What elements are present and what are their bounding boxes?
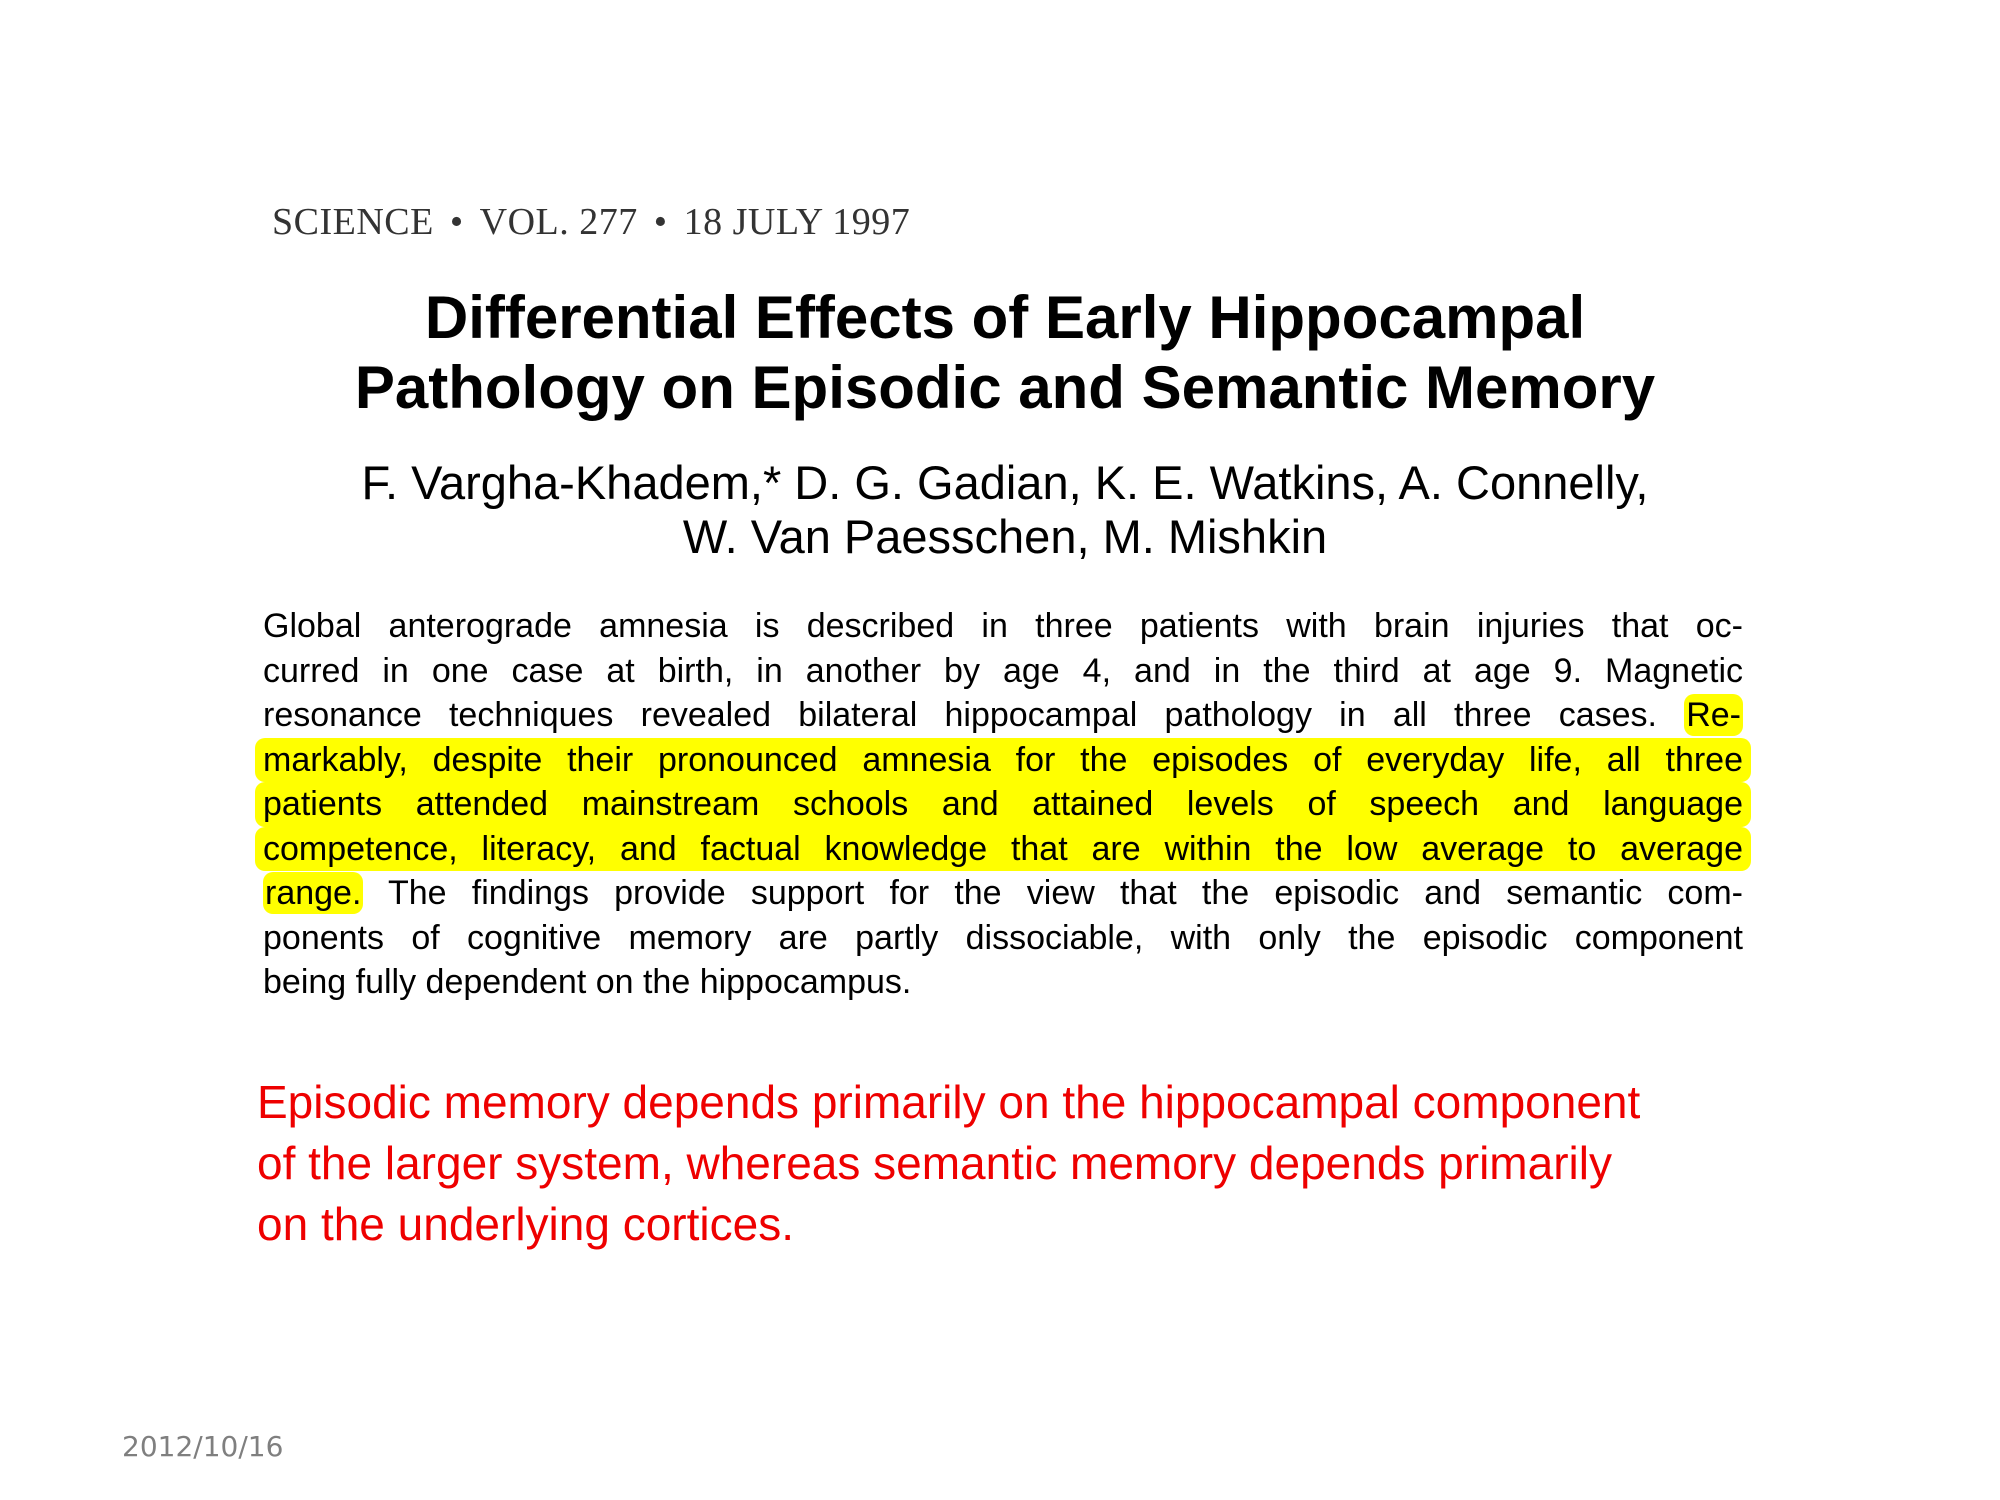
footer-date: 2012/10/16 bbox=[122, 1430, 284, 1463]
abstract-text: The findings provide support for the view that the episodic and semantic com- bbox=[363, 874, 1743, 912]
annotation-line: Episodic memory depends primarily on the hippocampal component bbox=[257, 1076, 1641, 1128]
journal-date: 18 JULY 1997 bbox=[683, 201, 911, 243]
highlighted-text: Re- bbox=[1686, 696, 1741, 734]
paper-title-line: Pathology on Episodic and Semantic Memory bbox=[354, 354, 1656, 421]
annotation-line: on the underlying cortices. bbox=[257, 1198, 794, 1250]
abstract bbox=[263, 604, 1743, 1005]
paper-title-line: Differential Effects of Early Hippocampal bbox=[424, 284, 1586, 351]
highlighted-text: range. bbox=[265, 874, 362, 912]
journal-volume: VOL. 277 bbox=[479, 201, 638, 243]
authors-line: W. Van Paesschen, M. Mishkin bbox=[682, 510, 1328, 563]
authors-line: F. Vargha-Khadem,* D. G. Gadian, K. E. Watkins, A. Connelly, bbox=[361, 456, 1649, 509]
abstract-line bbox=[263, 693, 1743, 738]
highlighted-abstract-line: markably, despite their pronounced amnesia for the episodes of everyday life, all three bbox=[255, 738, 1751, 783]
abstract-text: resonance techniques revealed bilateral hippocampal pathology in all three cases. bbox=[263, 696, 1685, 734]
abstract-line: being fully dependent on the hippocampus. bbox=[263, 963, 912, 1001]
journal-citation bbox=[272, 200, 910, 244]
abstract-line: ponents of cognitive memory are partly dissociable, with only the episodic component bbox=[263, 918, 1743, 957]
journal-separator: • bbox=[449, 201, 464, 243]
red-annotation bbox=[257, 1072, 1817, 1255]
abstract-line: curred in one case at birth, in another by age 4, and in the third at age 9. Magnetic bbox=[263, 651, 1743, 690]
annotation-line: of the larger system, whereas semantic memory depends primarily bbox=[257, 1137, 1612, 1189]
journal-name: SCIENCE bbox=[272, 201, 434, 243]
paper-authors bbox=[250, 456, 1760, 564]
paper-title bbox=[250, 283, 1760, 423]
journal-separator: • bbox=[653, 201, 668, 243]
abstract-line: Global anterograde amnesia is described in three patients with brain injuries that oc- bbox=[263, 607, 1743, 645]
highlighted-abstract-line: competence, literacy, and factual knowledge that are within the low average to average bbox=[255, 827, 1751, 872]
abstract-line bbox=[263, 871, 1743, 916]
highlighted-abstract-line: patients attended mainstream schools and attained levels of speech and language bbox=[255, 782, 1751, 827]
